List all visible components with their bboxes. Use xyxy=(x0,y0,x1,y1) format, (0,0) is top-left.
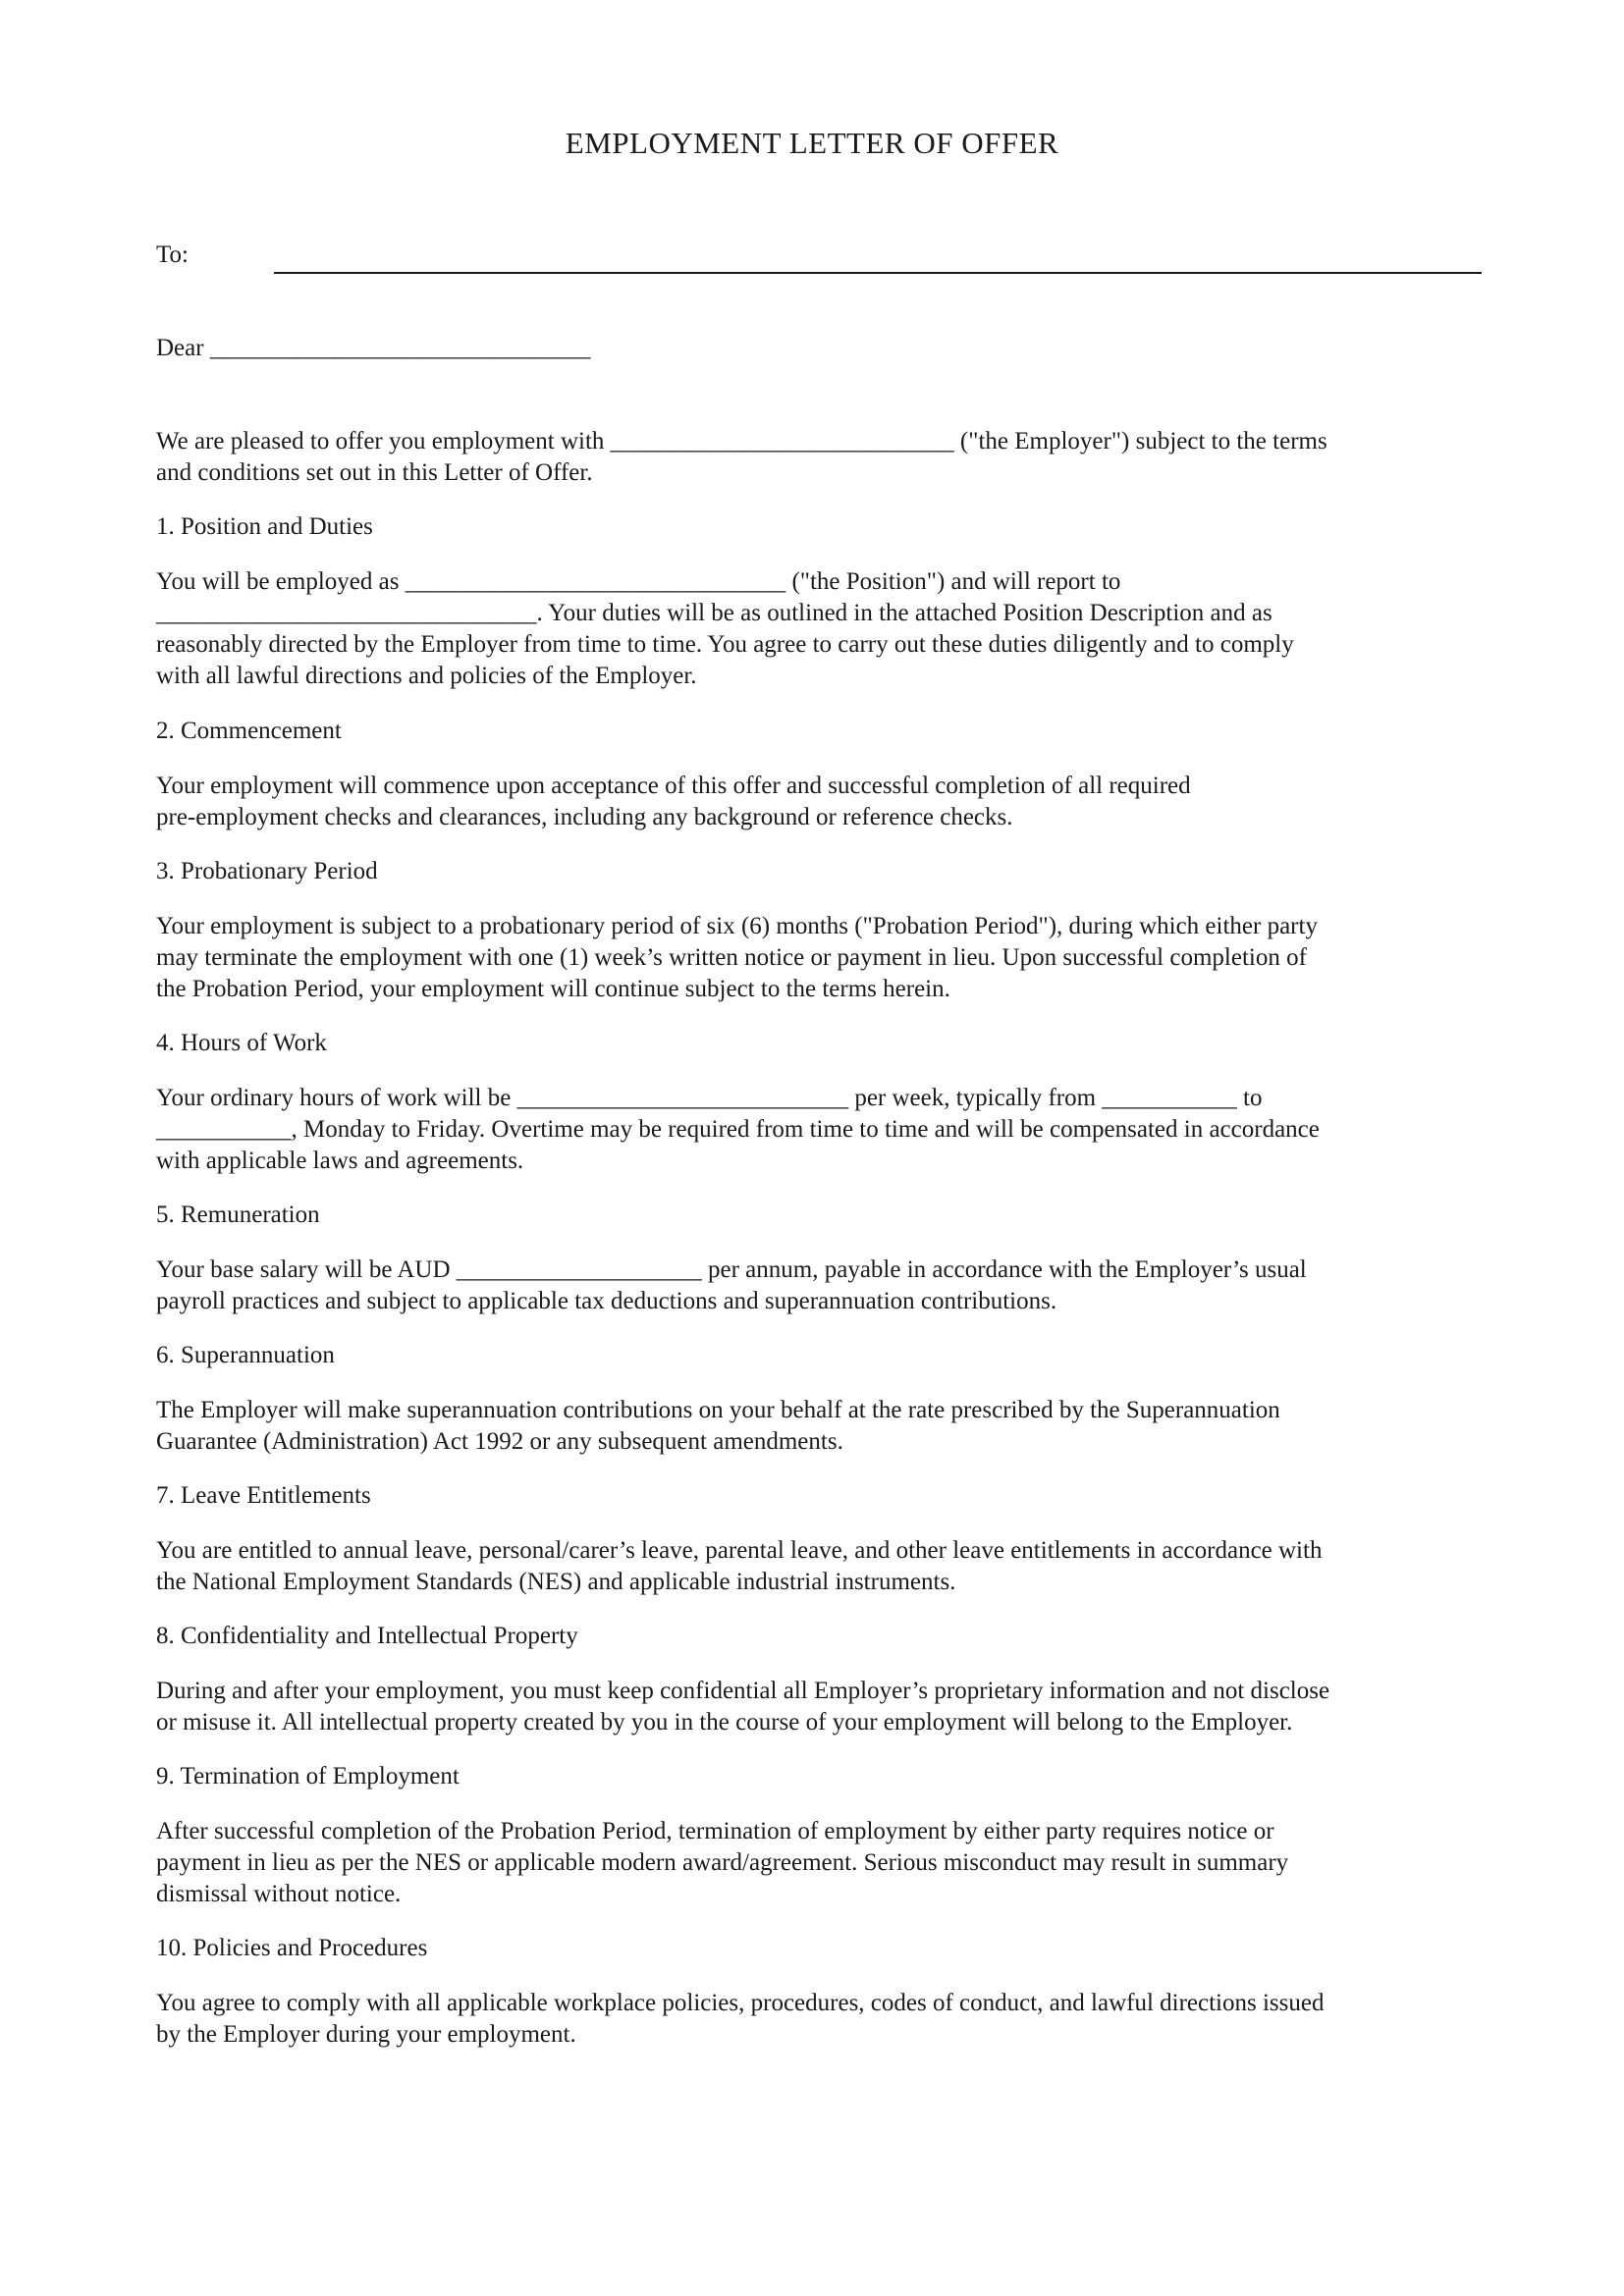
section-body: During and after your employment, you must keep confidential all Employer’s proprietary information and not disclose or misuse it. All intellectual property created by you in the course of your employment will belong to the Employer. xyxy=(156,1678,1330,1735)
section-body: You are entitled to annual leave, personal/carer’s leave, parental leave, and other leave entitlements in accordance with the National Employment Standards (NES) and applicable industrial instruments. xyxy=(156,1537,1323,1595)
section-heading: 9. Termination of Employment xyxy=(156,1763,460,1789)
section-body: Your employment will commence upon acceptance of this offer and successful completion of all required pre-employment checks and clearances, including any background or reference checks. xyxy=(156,773,1191,830)
greeting: Dear _______________________________ xyxy=(156,335,591,361)
recipient-row xyxy=(156,240,1482,279)
section-body: You will be employed as _______________________________ ("the Position") and will report to _______________________________. Your duties will be as outlined in the attached Position Description and as reasonably directed by the Employer from time to time. You agree to carry out these duties diligently and to comply with all lawful directions and policies of the Employer. xyxy=(156,568,1294,689)
section-heading: 4. Hours of Work xyxy=(156,1030,327,1056)
section-body: After successful completion of the Probation Period, termination of employment by either party requires notice or payment in lieu as per the NES or applicable modern award/agreement. Serious misconduct may result in summary dismissal without notice. xyxy=(156,1818,1289,1907)
section-heading: 3. Probationary Period xyxy=(156,858,378,884)
document-title: EMPLOYMENT LETTER OF OFFER xyxy=(565,126,1059,160)
section-heading: 10. Policies and Procedures xyxy=(156,1935,428,1961)
section-body: Your employment is subject to a probationary period of six (6) months ("Probation Period"), during which either party may terminate the employment with one (1) week’s written notice or payment in lieu. Upon successful completion of the Probation Period, your employment will continue subject to the terms herein. xyxy=(156,913,1318,1002)
section-body: The Employer will make superannuation contributions on your behalf at the rate prescribed by the Superannuation Guarantee (Administration) Act 1992 or any subsequent amendments. xyxy=(156,1397,1280,1455)
recipient-line xyxy=(274,272,1482,274)
section-heading: 2. Commencement xyxy=(156,718,342,744)
section-heading: 7. Leave Entitlements xyxy=(156,1482,371,1509)
recipient-label: To: xyxy=(156,241,189,268)
section-body: Your base salary will be AUD ____________________ per annum, payable in accordance with the Employer’s usual payroll practices and subject to applicable tax deductions and superannuation contributions. xyxy=(156,1256,1307,1314)
intro-paragraph: We are pleased to offer you employment with ____________________________ ("the Employer") subject to the terms and conditions set out in this Letter of Offer. xyxy=(156,428,1327,486)
section-body: You agree to comply with all applicable workplace policies, procedures, codes of conduct, and lawful directions issued by the Employer during your employment. xyxy=(156,1990,1325,2048)
section-heading: 6. Superannuation xyxy=(156,1342,335,1368)
section-body: Your ordinary hours of work will be ___________________________ per week, typically from ___________ to ___________, Monday to Friday. Overtime may be required from time to time and will be compensated in accordance with applicable laws and agreements. xyxy=(156,1085,1320,1174)
section-heading: 5. Remuneration xyxy=(156,1201,320,1228)
section-heading: 1. Position and Duties xyxy=(156,513,373,540)
section-heading: 8. Confidentiality and Intellectual Property xyxy=(156,1623,578,1649)
